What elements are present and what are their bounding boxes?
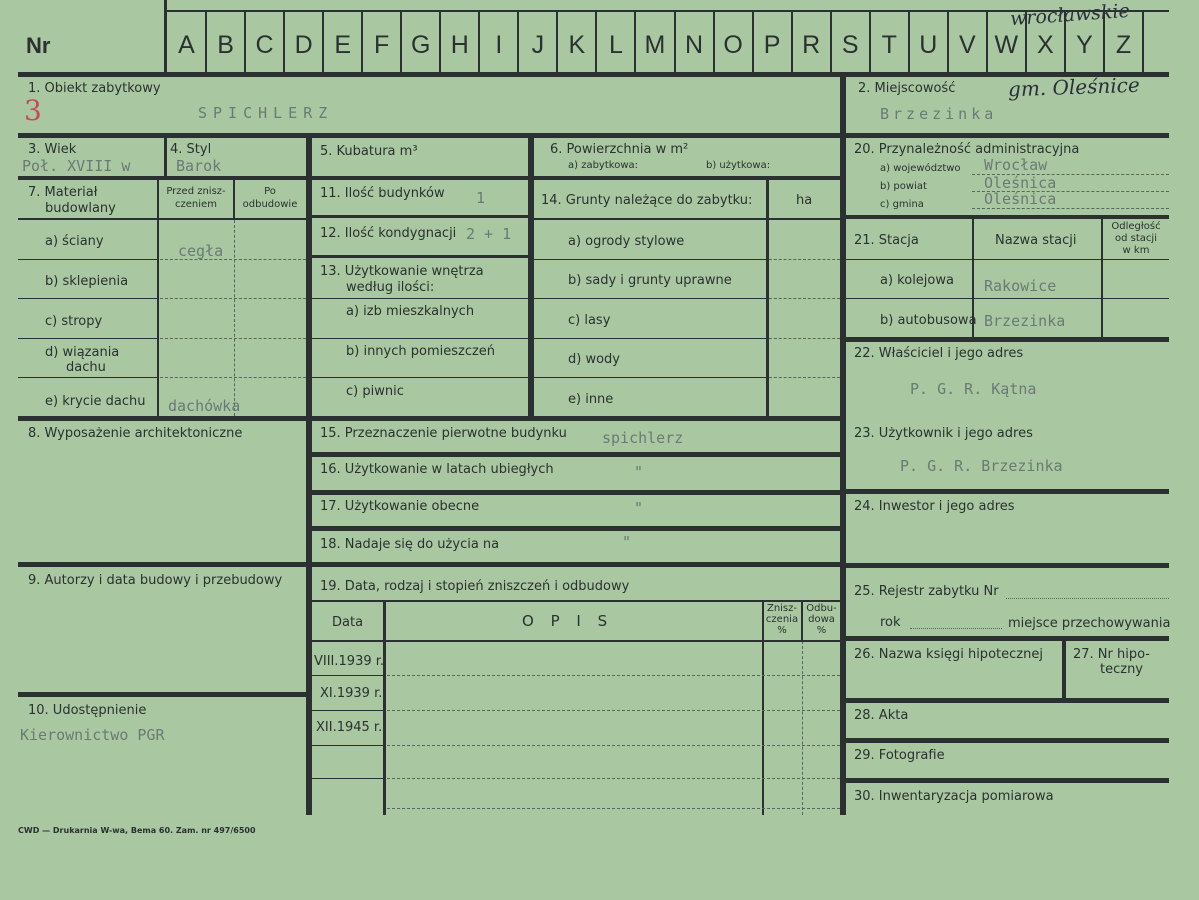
f7-col-before-l1: Przed znisz- bbox=[166, 186, 226, 197]
f14-rule-2 bbox=[534, 298, 766, 299]
f5-label: 5. Kubatura m³ bbox=[320, 144, 418, 159]
f7-row-dots-1 bbox=[160, 259, 306, 260]
f7-row-rule-2 bbox=[18, 298, 158, 299]
f7a-value: cegła bbox=[178, 242, 224, 260]
rule-under-f20 bbox=[846, 215, 1169, 219]
f30-label: 30. Inwentaryzacja pomiarowa bbox=[854, 789, 1054, 804]
f21-label: 21. Stacja bbox=[854, 233, 919, 248]
f14e-label: e) inne bbox=[568, 392, 614, 407]
f21-header-rule bbox=[846, 259, 1169, 260]
rule-right-under-row1 bbox=[846, 133, 1169, 138]
rule-under-f18 bbox=[312, 562, 840, 567]
letter-cell-h: H bbox=[450, 31, 469, 59]
f7-row-rule-3 bbox=[18, 338, 158, 339]
f19-row-rule-2 bbox=[312, 710, 383, 711]
rule-under-f26 bbox=[846, 698, 1169, 703]
divider-f3-f4 bbox=[164, 138, 167, 176]
letter-separator bbox=[1142, 10, 1144, 72]
rule-under-f9 bbox=[18, 692, 306, 697]
f21b-label: b) autobusowa bbox=[880, 313, 977, 328]
rule-under-f28 bbox=[846, 738, 1169, 743]
f28-label: 28. Akta bbox=[854, 708, 909, 723]
letter-cell-x: X bbox=[1037, 31, 1054, 59]
f4-label: 4. Styl bbox=[170, 142, 212, 157]
letter-cell-k: K bbox=[568, 31, 586, 59]
f19-col-odbud-l3: % bbox=[816, 625, 827, 636]
rule-under-f29 bbox=[846, 778, 1169, 783]
letter-cell-m: M bbox=[644, 31, 666, 59]
f11-value: 1 bbox=[476, 189, 486, 207]
letter-cell-c: C bbox=[255, 31, 274, 59]
f14-rule-3 bbox=[534, 338, 766, 339]
rule-under-f12 bbox=[312, 255, 528, 258]
f19-dots-2 bbox=[387, 710, 840, 711]
letter-cell-d: D bbox=[294, 31, 313, 59]
f21-vrule-2 bbox=[1101, 219, 1103, 338]
f6-label: 6. Powierzchnia w m² bbox=[550, 142, 689, 157]
f7-vdots bbox=[234, 220, 235, 416]
f16-value: " bbox=[634, 463, 644, 481]
f13a-label: a) izb mieszkalnych bbox=[346, 304, 475, 319]
f19-row-rule-3 bbox=[312, 745, 383, 746]
f7a-label: a) ściany bbox=[45, 234, 104, 249]
f17-value: " bbox=[634, 499, 644, 517]
letter-cell-n: N bbox=[684, 31, 704, 59]
f7-label-line1: 7. Materiał bbox=[28, 185, 98, 200]
f19-row-rule-4 bbox=[312, 778, 383, 779]
f10-label: 10. Udostępnienie bbox=[28, 703, 147, 718]
f19-date-2: XI.1939 r. bbox=[320, 686, 383, 701]
f13-rule-2 bbox=[312, 338, 528, 339]
letter-cell-t: T bbox=[881, 31, 897, 59]
rule-under-f16 bbox=[312, 490, 840, 495]
f20a-value: Wrocław bbox=[984, 156, 1048, 174]
f19-dots-3 bbox=[387, 745, 840, 746]
f11-label: 11. Ilość budynków bbox=[320, 186, 445, 201]
f20c-dots bbox=[972, 208, 1169, 209]
f20a-label: a) województwo bbox=[880, 163, 961, 174]
f13-rule-3 bbox=[312, 377, 528, 378]
f12-label: 12. Ilość kondygnacji bbox=[320, 226, 457, 241]
f22-value: P. G. R. Kątna bbox=[910, 380, 1037, 398]
f17-label: 17. Użytkowanie obecne bbox=[320, 499, 480, 514]
f1-value: SPICHLERZ bbox=[198, 104, 334, 122]
letter-cell-l: L bbox=[608, 31, 623, 59]
f15-label: 15. Przeznaczenie pierwotne budynku bbox=[320, 426, 567, 441]
f21-row-rule bbox=[846, 298, 1169, 299]
divider-right-column bbox=[840, 77, 846, 815]
f19-date-1: VIII.1939 r. bbox=[314, 654, 385, 669]
f21a-label: a) kolejowa bbox=[880, 273, 954, 288]
f27-label-line1: 27. Nr hipo- bbox=[1073, 647, 1150, 662]
letter-cell-b: B bbox=[217, 31, 234, 59]
f19-col-odbud-l2: dowa bbox=[808, 614, 835, 625]
f21-dist-l1: Odległość bbox=[1111, 221, 1161, 232]
rule-under-f21 bbox=[846, 337, 1169, 342]
letter-cell-f: F bbox=[374, 31, 390, 59]
rule-under-header bbox=[18, 72, 1169, 77]
f1-label: 1. Obiekt zabytkowy bbox=[28, 81, 161, 96]
rule-under-f15 bbox=[312, 452, 840, 457]
f25-label: 25. Rejestr zabytku Nr bbox=[854, 584, 999, 599]
f25-dots-rok bbox=[910, 628, 1002, 629]
f6b-label: b) użytkowa: bbox=[706, 160, 771, 171]
letter-cell-s: S bbox=[841, 31, 859, 59]
f14d-label: d) wody bbox=[568, 352, 620, 367]
f2-label: 2. Miejscowość bbox=[858, 81, 956, 96]
f15-value: spichlerz bbox=[602, 429, 684, 447]
f7e-value: dachówka bbox=[168, 397, 241, 415]
f21-dist-l3: w km bbox=[1122, 245, 1150, 256]
f19-dots-1 bbox=[387, 675, 840, 676]
f13c-label: c) piwnic bbox=[346, 384, 404, 399]
f14-unit: ha bbox=[796, 193, 813, 208]
f7-vrule-2 bbox=[233, 180, 235, 220]
f7-row-rule-1 bbox=[18, 259, 158, 260]
f26-f27-divider bbox=[1062, 641, 1066, 699]
f14c-label: c) lasy bbox=[568, 313, 611, 328]
f16-label: 16. Użytkowanie w latach ubiegłych bbox=[320, 462, 554, 477]
f20-label: 20. Przynależność administracyjna bbox=[854, 142, 1080, 157]
rule-under-f5 bbox=[312, 176, 528, 180]
letter-cell-e: E bbox=[334, 31, 351, 59]
f14-dots-1 bbox=[769, 259, 840, 260]
f1-handwritten-number: 3 bbox=[24, 94, 42, 127]
f27-label-line2: teczny bbox=[1100, 662, 1143, 677]
rule-under-row1 bbox=[18, 133, 840, 138]
f14-rule-4 bbox=[534, 377, 766, 378]
f3-value: Poł. XVIII w bbox=[22, 157, 131, 175]
f18-value: " bbox=[622, 533, 632, 551]
f14b-label: b) sady i grunty uprawne bbox=[568, 273, 732, 288]
rule-under-f25 bbox=[846, 636, 1169, 641]
f10-value: Kierownictwo PGR bbox=[20, 726, 165, 744]
printer-imprint: CWD — Drukarnia W-wa, Bema 60. Zam. nr 497/6500 bbox=[18, 826, 256, 835]
f9-label: 9. Autorzy i data budowy i przebudowy bbox=[28, 573, 283, 588]
f14-label: 14. Grunty należące do zabytku: bbox=[541, 193, 753, 208]
f7-col-after-l1: Po bbox=[264, 186, 276, 197]
f19-vrule-1 bbox=[383, 602, 386, 815]
f19-vdots bbox=[802, 641, 803, 815]
f13-label-line2: według ilości: bbox=[346, 280, 435, 295]
f14-dots-3 bbox=[769, 338, 840, 339]
f4-value: Barok bbox=[176, 157, 222, 175]
letter-cell-v: V bbox=[958, 31, 976, 59]
f14-header-rule bbox=[534, 218, 840, 220]
f21b-value: Brzezinka bbox=[984, 312, 1066, 330]
divider-left-column bbox=[306, 138, 312, 815]
f18-label: 18. Nadaje się do użycia na bbox=[320, 537, 500, 552]
rule-under-f23 bbox=[846, 489, 1169, 494]
f20c-label: c) gmina bbox=[880, 199, 924, 210]
f7d-label-line1: d) wiązania bbox=[45, 345, 120, 360]
rule-under-f17 bbox=[312, 526, 840, 531]
letter-cell-w: W bbox=[994, 31, 1019, 59]
f21a-value: Rakowice bbox=[984, 277, 1057, 295]
f7c-label: c) stropy bbox=[45, 314, 103, 329]
f19-col-data: Data bbox=[332, 615, 364, 630]
f19-header-rule bbox=[312, 640, 840, 642]
letter-cell-r: R bbox=[802, 31, 821, 59]
f14-dots-4 bbox=[769, 377, 840, 378]
f7-row-dots-4 bbox=[160, 377, 306, 378]
rule-under-f11 bbox=[312, 215, 528, 218]
rule-under-f8 bbox=[18, 562, 306, 567]
letter-cell-a: A bbox=[178, 31, 195, 59]
letter-cell-j: J bbox=[531, 31, 545, 59]
letter-cell-y: Y bbox=[1076, 31, 1093, 59]
letter-cell-z: Z bbox=[1115, 31, 1132, 59]
f7-header-rule bbox=[18, 218, 306, 220]
f14-dots-2 bbox=[769, 298, 840, 299]
f7-label-line2: budowlany bbox=[45, 201, 116, 216]
handwritten-voivodeship: wrocławskie bbox=[1009, 0, 1131, 31]
f25-miejsce-label: miejsce przechowywania bbox=[1008, 616, 1171, 631]
f19-dots-4 bbox=[387, 778, 840, 779]
f8-label: 8. Wyposażenie architektoniczne bbox=[28, 426, 243, 441]
f25-dots-nr bbox=[1006, 598, 1169, 599]
f7b-label: b) sklepienia bbox=[45, 274, 129, 289]
f7-row-dots-3 bbox=[160, 338, 306, 339]
f2-value: Brzezinka bbox=[880, 105, 998, 123]
f19-col-znisz-l1: Znisz- bbox=[766, 603, 798, 614]
f25-rok-label: rok bbox=[880, 615, 901, 630]
f7e-label: e) krycie dachu bbox=[45, 394, 146, 409]
f7-row-rule-4 bbox=[18, 377, 158, 378]
f12-value: 2 + 1 bbox=[466, 225, 512, 243]
f26-label: 26. Nazwa księgi hipotecznej bbox=[854, 647, 1043, 662]
f21-col-station: Nazwa stacji bbox=[995, 233, 1077, 248]
f7d-label-line2: dachu bbox=[66, 360, 106, 375]
f7-row-dots-2 bbox=[160, 298, 306, 299]
f20b-value: Oleśnica bbox=[984, 174, 1057, 192]
f13-rule-1 bbox=[312, 298, 528, 299]
f7-col-after-l2: odbudowie bbox=[242, 199, 298, 210]
f19-col-opis: O P I S bbox=[522, 612, 614, 630]
letter-cell-i: I bbox=[495, 31, 503, 59]
f20b-label: b) powiat bbox=[880, 181, 927, 192]
f19-label: 19. Data, rodzaj i stopień zniszczeń i odbudowy bbox=[320, 579, 630, 594]
rule-under-f6 bbox=[534, 176, 840, 180]
f19-col-znisz-l2: czenia bbox=[765, 614, 799, 625]
f13b-label: b) innych pomieszczeń bbox=[346, 344, 496, 359]
f19-col-odbud-l1: Odbu- bbox=[806, 603, 837, 614]
f19-col-znisz-l3: % bbox=[777, 625, 787, 636]
letter-cell-u: U bbox=[919, 31, 938, 59]
f13-label-line1: 13. Użytkowanie wnętrza bbox=[320, 264, 484, 279]
f29-label: 29. Fotografie bbox=[854, 748, 945, 763]
f20c-value: Oleśnica bbox=[984, 190, 1057, 208]
f21-dist-l2: od stacji bbox=[1115, 233, 1157, 244]
letter-cell-g: G bbox=[411, 31, 431, 59]
f22-label: 22. Właściciel i jego adres bbox=[854, 346, 1024, 361]
f3-label: 3. Wiek bbox=[28, 142, 77, 157]
f19-dots-5 bbox=[387, 808, 840, 809]
letter-cell-p: P bbox=[763, 31, 781, 59]
f19-top-rule bbox=[312, 600, 840, 602]
f24-label: 24. Inwestor i jego adres bbox=[854, 499, 1015, 514]
rule-under-f3 bbox=[18, 176, 306, 180]
f19-row-rule-1 bbox=[312, 675, 383, 676]
f23-value: P. G. R. Brzezinka bbox=[900, 457, 1063, 475]
letter-cell-o: O bbox=[723, 31, 743, 59]
f2-handwritten-commune: gm. Oleśnice bbox=[1007, 72, 1141, 102]
f19-date-3: XII.1945 r. bbox=[316, 720, 383, 735]
f7-col-before-l2: czeniem bbox=[175, 199, 217, 210]
f14a-label: a) ogrody stylowe bbox=[568, 234, 685, 249]
f14-rule-1 bbox=[534, 259, 766, 260]
f23-label: 23. Użytkownik i jego adres bbox=[854, 426, 1033, 441]
f6a-label: a) zabytkowa: bbox=[568, 160, 638, 171]
rule-under-f24 bbox=[846, 563, 1169, 568]
rule-under-f7 bbox=[18, 416, 840, 421]
nr-label: Nr bbox=[26, 33, 51, 58]
